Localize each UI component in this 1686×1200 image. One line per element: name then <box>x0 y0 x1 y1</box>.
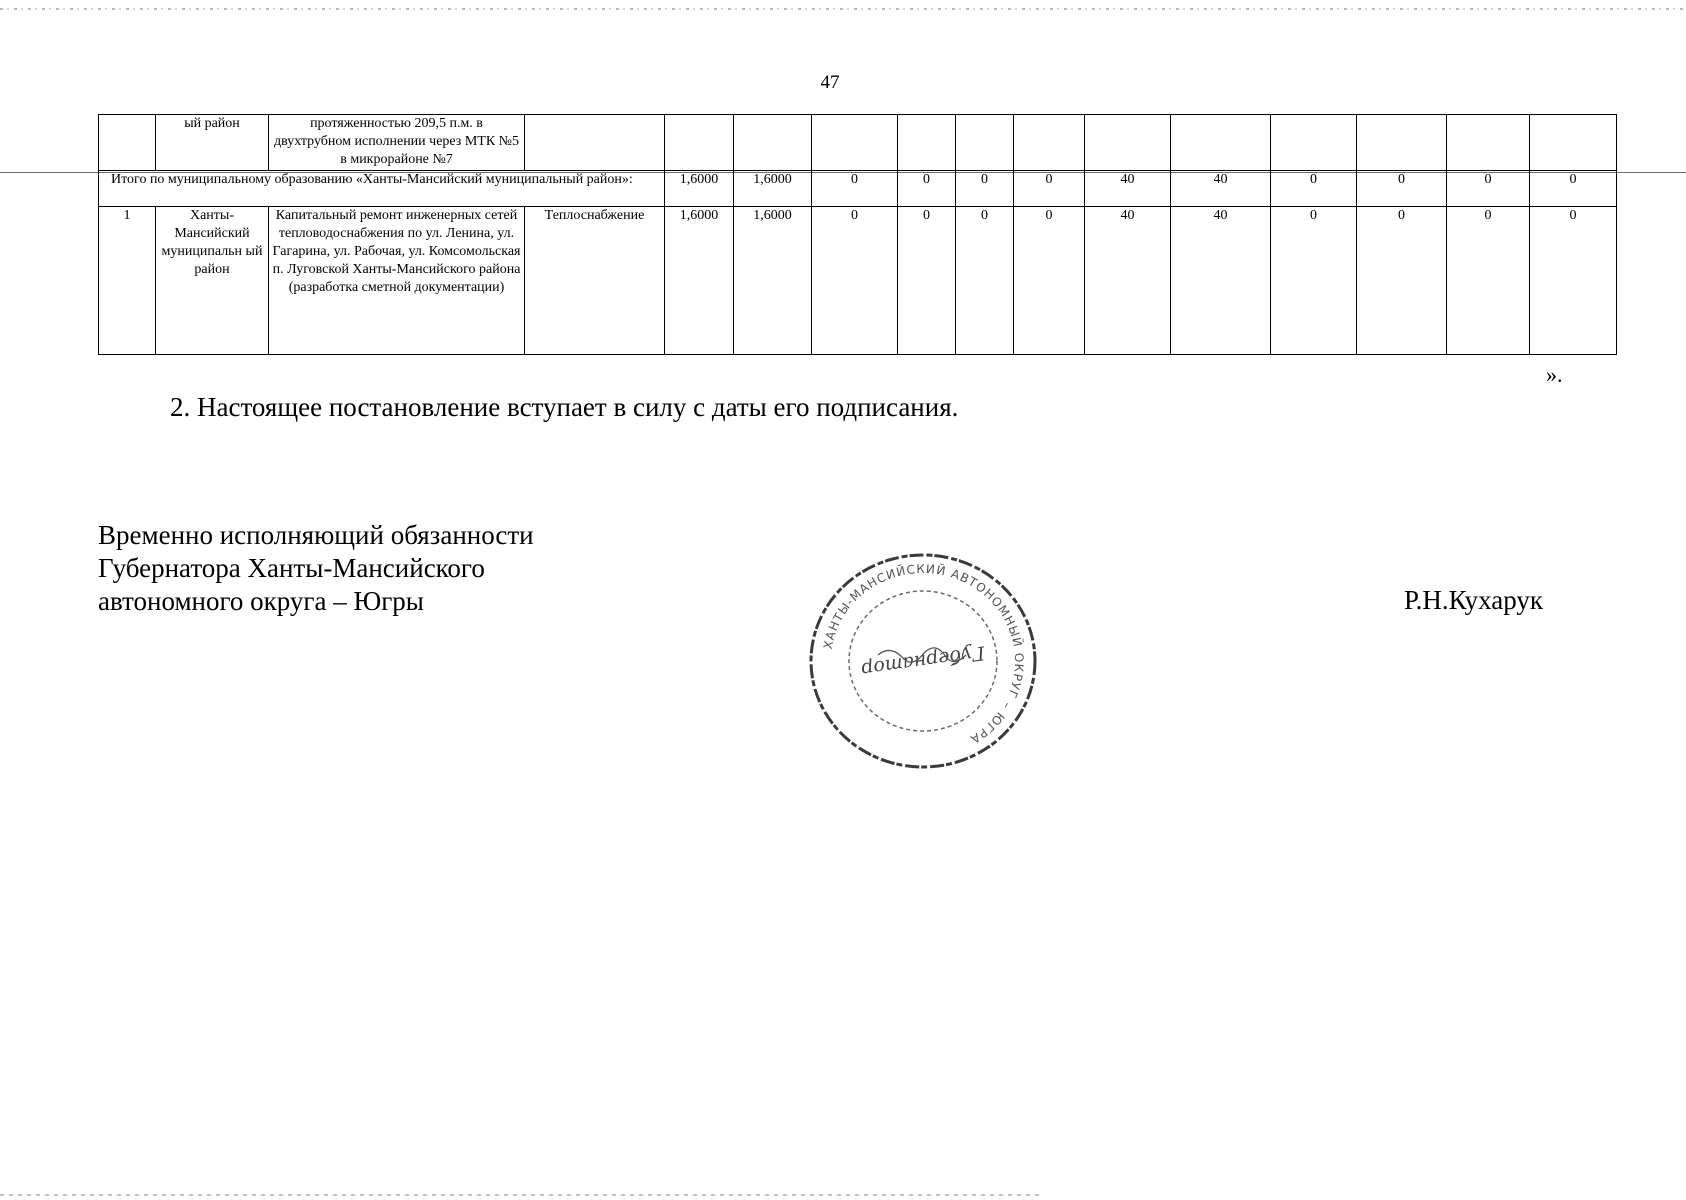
cell-value: 0 <box>1447 207 1530 355</box>
page-number: 47 <box>820 72 840 93</box>
table-row <box>99 115 1617 171</box>
cell-value: 0 <box>1271 171 1357 207</box>
cell-value: 1,6000 <box>665 207 734 355</box>
table-row <box>99 207 1617 355</box>
cell-value <box>898 115 956 171</box>
signer-name: Р.Н.Кухарук <box>1404 585 1544 615</box>
cell-value: 1,6000 <box>665 171 734 207</box>
signer-title-line: Временно исполняющий обязанности <box>98 520 534 550</box>
signer-title-line: Губернатора Ханты-Мансийского <box>98 553 485 583</box>
cell-value: 40 <box>1171 171 1271 207</box>
cell-value <box>1085 115 1171 171</box>
cell-district: ый район <box>156 115 269 171</box>
cell-value: 0 <box>956 171 1014 207</box>
cell-value <box>1171 115 1271 171</box>
scan-edge-top <box>0 8 1686 10</box>
cell-value <box>1447 115 1530 171</box>
table-row-total <box>99 171 1617 207</box>
cell-value: 1,6000 <box>734 207 812 355</box>
cell-value: 0 <box>898 207 956 355</box>
cell-value <box>1530 115 1617 171</box>
cell-value <box>1357 115 1447 171</box>
cell-value <box>1014 115 1085 171</box>
cell-value <box>665 115 734 171</box>
cell-value: 0 <box>1014 171 1085 207</box>
seal-center-text: Губернатор <box>860 641 986 681</box>
cell-value: 1,6000 <box>734 171 812 207</box>
cell-value: 40 <box>1085 171 1171 207</box>
cell-value <box>956 115 1014 171</box>
cell-value: 0 <box>1271 207 1357 355</box>
cell-object: Капитальный ремонт инженерных сетей тепловодоснабжения по ул. Ленина, ул. Гагарина, ул. Рабочая, ул. Комсомольская п. Луговской Ханты-Мансийского района (разработка сметной документации) <box>269 207 525 355</box>
budget-table <box>98 114 1617 355</box>
cell-value: 0 <box>1014 207 1085 355</box>
cell-value <box>812 115 898 171</box>
cell-value <box>1271 115 1357 171</box>
total-label: Итого по муниципальному образованию «Ханты-Мансийский муниципальный район»: <box>99 171 665 207</box>
cell-value: 0 <box>956 207 1014 355</box>
cell-object: протяженностью 209,5 п.м. в двухтрубном исполнении через МТК №5 в микрорайоне №7 <box>269 115 525 171</box>
official-seal <box>800 545 1046 777</box>
cell-no <box>99 115 156 171</box>
signer-title-line: автономного округа – Югры <box>98 586 424 616</box>
cell-value: 0 <box>812 207 898 355</box>
cell-no: 1 <box>99 207 156 355</box>
cell-value: 0 <box>1530 171 1617 207</box>
cell-value: 0 <box>1357 207 1447 355</box>
cell-value: 40 <box>1085 207 1171 355</box>
cell-value: 0 <box>1530 207 1617 355</box>
signer-title <box>98 519 534 618</box>
cell-value: 0 <box>812 171 898 207</box>
cell-value <box>734 115 812 171</box>
cell-type <box>525 115 665 171</box>
cell-value: 0 <box>1357 171 1447 207</box>
cell-value: 0 <box>898 171 956 207</box>
closing-quote: ». <box>1546 362 1563 387</box>
scan-edge-bottom <box>0 1194 1040 1196</box>
cell-type: Теплоснабжение <box>525 207 665 355</box>
cell-district: Ханты-Мансийский муниципальн ый район <box>156 207 269 355</box>
decree-paragraph: 2. Настоящее постановление вступает в силу с даты его подписания. <box>170 392 959 422</box>
cell-value: 40 <box>1171 207 1271 355</box>
cell-value: 0 <box>1447 171 1530 207</box>
seal-ring-text: ХАНТЫ-МАНСИЙСКИЙ АВТОНОМНЫЙ ОКРУГ – ЮГРА <box>820 561 1027 747</box>
